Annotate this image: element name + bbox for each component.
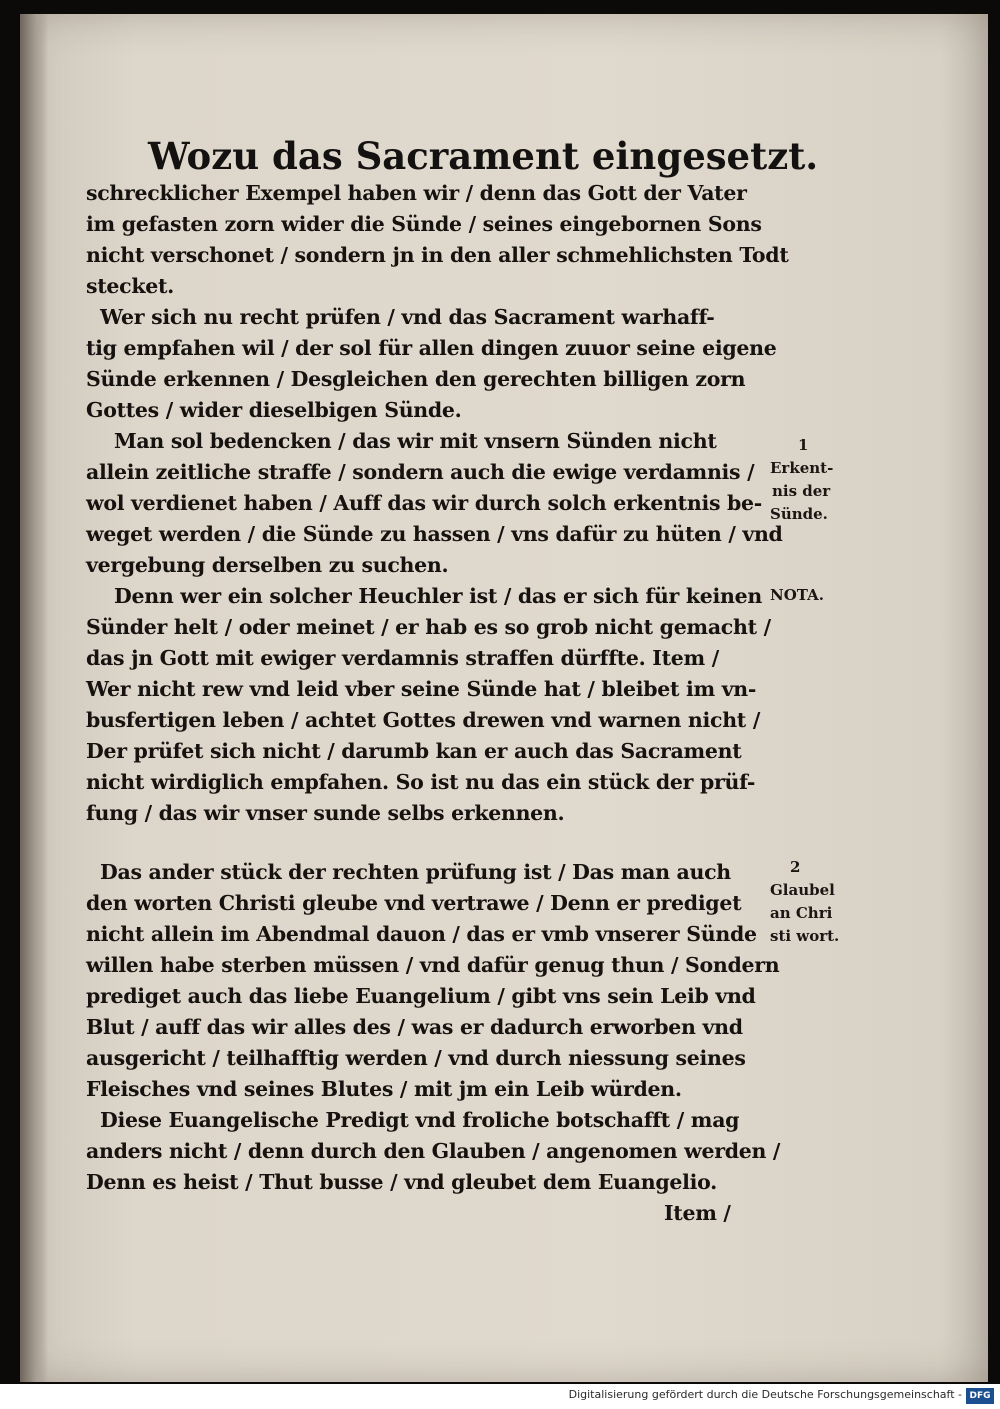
text-line: Sünde erkennen / Desgleichen den gerechten billigen zorn (86, 367, 746, 391)
footer-bar (0, 1384, 1000, 1409)
page-heading: Wozu das Sacrament eingesetzt. (148, 134, 819, 178)
margin-note-text: Erkent- (770, 459, 834, 477)
margin-note-2 (770, 856, 870, 948)
text-line: Denn wer ein solcher Heuchler ist / das er sich für keinen (114, 584, 762, 608)
text-line: anders nicht / denn durch den Glauben / angenomen werden / (86, 1139, 781, 1163)
text-line: Diese Euangelische Predigt vnd froliche botschafft / mag (100, 1108, 740, 1132)
margin-note-text: an Chri (770, 904, 833, 922)
text-line: ausgericht / teilhafftig werden / vnd durch niessung seines (86, 1046, 746, 1070)
text-line: Wer nicht rew vnd leid vber seine Sünde hat / bleibet im vn- (86, 677, 757, 701)
paragraph-gap (86, 829, 786, 857)
text-line: tig empfahen wil / der sol für allen dingen zuuor seine eigene (86, 336, 777, 360)
text-line: willen habe sterben müssen / vnd dafür genug thun / Sondern (86, 953, 780, 977)
text-line: Blut / auff das wir alles des / was er dadurch erworben vnd (86, 1015, 743, 1039)
text-line: busfertigen leben / achtet Gottes drewen vnd warnen nicht / (86, 708, 761, 732)
text-line: nicht verschonet / sondern jn in den aller schmehlichsten Todt (86, 243, 789, 267)
text-line: Fleisches vnd seines Blutes / mit jm ein Leib würden. (86, 1077, 682, 1101)
text-line: wol verdienet haben / Auff das wir durch solch erkentnis be- (86, 491, 763, 515)
text-line: Denn es heist / Thut busse / vnd gleubet dem Euangelio. (86, 1170, 717, 1194)
text-line: allein zeitliche straffe / sondern auch die ewige verdamnis / (86, 460, 755, 484)
margin-note-number: 1 (798, 436, 809, 454)
catchword: Item / (664, 1201, 731, 1225)
dfg-logo: DFG (966, 1388, 994, 1404)
text-line: weget werden / die Sünde zu hassen / vns dafür zu hüten / vnd (86, 522, 783, 546)
text-line: im gefasten zorn wider die Sünde / seines eingebornen Sons (86, 212, 762, 236)
text-line: Wer sich nu recht prüfen / vnd das Sacrament warhaff- (100, 305, 715, 329)
text-line: Man sol bedencken / das wir mit vnsern Sünden nicht (114, 429, 717, 453)
text-line: stecket. (86, 274, 174, 298)
text-line: vergebung derselben zu suchen. (86, 553, 449, 577)
text-line: schrecklicher Exempel haben wir / denn das Gott der Vater (86, 181, 747, 205)
margin-note-text: Sünde. (770, 505, 828, 523)
text-line: Der prüfet sich nicht / darumb kan er auch das Sacrament (86, 739, 742, 763)
text-line: nicht allein im Abendmal dauon / das er vmb vnserer Sünde (86, 922, 757, 946)
text-line: das jn Gott mit ewiger verdamnis straffen dürffte. Item / (86, 646, 719, 670)
text-line: Gottes / wider dieselbigen Sünde. (86, 398, 462, 422)
text-line: fung / das wir vnser sunde selbs erkennen. (86, 801, 565, 825)
text-line: Sünder helt / oder meinet / er hab es so grob nicht gemacht / (86, 615, 771, 639)
margin-note-text: Glaubel (770, 881, 835, 899)
body-text (86, 178, 789, 1229)
funding-credit: Digitalisierung gefördert durch die Deutsche Forschungsgemeinschaft - (568, 1388, 962, 1401)
text-line: den worten Christi gleube vnd vertrawe / Denn er prediget (86, 891, 742, 915)
margin-note-number: 2 (790, 858, 801, 876)
margin-note-text: nis der (772, 482, 831, 500)
margin-note-nota: NOTA. (770, 586, 824, 604)
text-line: prediget auch das liebe Euangelium / gibt vns sein Leib vnd (86, 984, 756, 1008)
text-line: nicht wirdiglich empfahen. So ist nu das ein stück der prüf- (86, 770, 756, 794)
margin-note-1 (770, 434, 870, 526)
book-spine-shadow (20, 14, 48, 1382)
margin-note-text: sti wort. (770, 927, 840, 945)
text-line: Das ander stück der rechten prüfung ist / Das man auch (100, 860, 731, 884)
